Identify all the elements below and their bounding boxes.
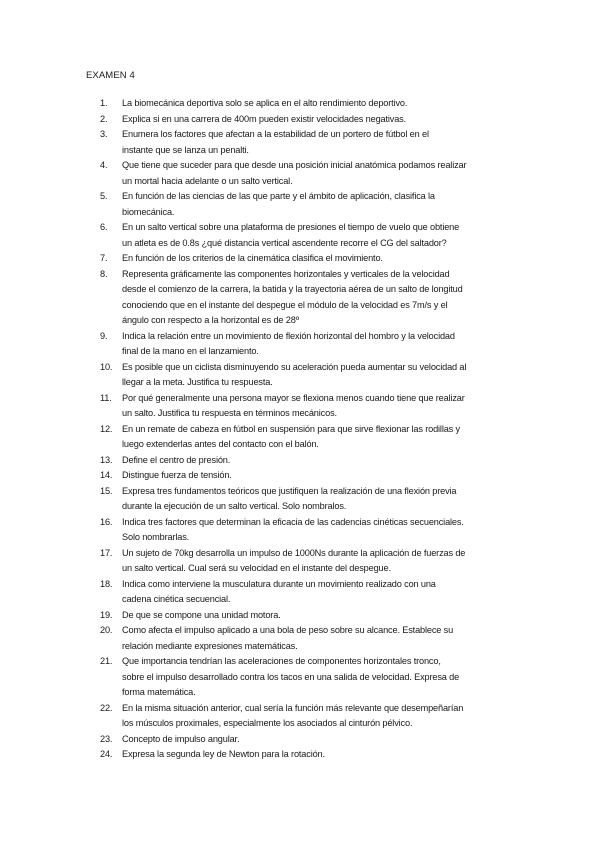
question-line: instante que se lanza un penalti.: [122, 144, 249, 155]
question-item: [100, 608, 520, 624]
question-text: [122, 391, 520, 422]
question-text: [122, 453, 520, 469]
question-line: Como afecta el impulso aplicado a una bola de peso sobre su alcance. Establece su: [122, 625, 454, 635]
question-line: En función de los criterios de la cinemática clasifica el movimiento.: [122, 253, 383, 263]
question-line: Que tiene que suceder para que desde una posición inicial anatómica podamos realizar: [122, 160, 467, 170]
question-line: final de la mano en el lanzamiento.: [122, 346, 259, 356]
question-number: 14.: [100, 470, 113, 480]
question-line: sobre el impulso desarrollado contra los tacos en una salida de velocidad. Expresa de: [122, 671, 460, 682]
question-line: En un remate de cabeza en fútbol en suspensión para que sirve flexionar las rodillas y: [122, 423, 460, 434]
question-number: 3.: [100, 129, 108, 139]
question-text: [122, 422, 520, 453]
question-number: 11.: [100, 392, 112, 403]
question-text: [122, 158, 520, 189]
question-number: 2.: [100, 113, 108, 124]
question-number: 1.: [100, 98, 108, 108]
question-number: 24.: [100, 749, 113, 759]
question-item: [100, 267, 520, 329]
question-line: los músculos proximales, especialmente los asociados al cinturón pélvico.: [122, 718, 413, 728]
question-line: ángulo con respecto a la horizontal es de 28º: [122, 315, 299, 325]
question-text: [122, 623, 520, 654]
question-line: Define el centro de presión.: [122, 454, 231, 465]
question-line: Indica como interviene la musculatura durante un movimiento realizado con una: [122, 578, 436, 589]
question-list: [100, 96, 520, 763]
question-text: [122, 484, 520, 515]
question-text: [122, 515, 520, 546]
question-text: [122, 112, 520, 128]
question-line: Un sujeto de 70kg desarrolla un impulso de 1000Ns durante la aplicación de fuerzas de: [122, 547, 466, 558]
question-number: 7.: [100, 253, 108, 263]
question-item: [100, 453, 520, 469]
question-line: Representa gráficamente las componentes horizontales y verticales de la velocidad: [122, 268, 450, 279]
question-item: [100, 654, 520, 701]
question-number: 16.: [100, 516, 113, 527]
question-text: [122, 732, 520, 748]
question-line: Distingue fuerza de tensión.: [122, 470, 232, 480]
question-line: La biomecánica deportiva solo se aplica en el alto rendimiento deportivo.: [122, 98, 408, 108]
question-number: 15.: [100, 485, 113, 496]
question-line: En un salto vertical sobre una plataforma de presiones el tiempo de vuelo que obtiene: [122, 222, 460, 232]
question-number: 5.: [100, 191, 108, 201]
question-item: [100, 158, 520, 189]
question-text: [122, 251, 520, 267]
question-line: Por qué generalmente una persona mayor se flexiona menos cuando tiene que realizar: [122, 392, 465, 403]
question-line: llegar a la meta. Justifica tu respuesta.: [122, 377, 273, 387]
question-item: [100, 577, 520, 608]
question-text: [122, 96, 520, 112]
question-line: un mortal hacia adelante o un salto vertical.: [122, 175, 293, 186]
question-line: un salto. Justifica tu respuesta en términos mecánicos.: [122, 408, 337, 418]
question-text: [122, 468, 520, 484]
question-number: 10.: [100, 361, 113, 372]
question-item: [100, 391, 520, 422]
question-text: [122, 360, 520, 391]
question-text: [122, 747, 520, 763]
question-number: 12.: [100, 423, 113, 434]
question-text: [122, 577, 520, 608]
question-text: [122, 220, 520, 251]
question-line: luego extenderlas antes del contacto con el balón.: [122, 439, 319, 449]
exam-title: EXAMEN 4: [86, 70, 135, 81]
question-item: [100, 747, 520, 763]
question-text: [122, 189, 520, 220]
question-line: Es posible que un ciclista disminuyendo su aceleración pueda aumentar su velocidad al: [122, 361, 467, 372]
question-line: En la misma situación anterior, cual sería la función más relevante que desempeñarían: [122, 702, 464, 713]
question-number: 19.: [100, 609, 113, 620]
question-item: [100, 96, 520, 112]
question-text: [122, 654, 520, 701]
question-number: 17.: [100, 547, 113, 558]
question-text: [122, 701, 520, 732]
question-item: [100, 701, 520, 732]
question-line: Indica la relación entre un movimiento de flexión horizontal del hombro y la velocidad: [122, 330, 455, 341]
question-number: 9.: [100, 330, 108, 341]
question-line: biomecánica.: [122, 206, 175, 217]
question-item: [100, 112, 520, 128]
question-number: 6.: [100, 222, 108, 232]
question-item: [100, 329, 520, 360]
question-item: [100, 623, 520, 654]
question-line: Explica si en una carrera de 400m pueden existir velocidades negativas.: [122, 113, 407, 124]
question-item: [100, 515, 520, 546]
question-item: [100, 360, 520, 391]
question-number: 18.: [100, 578, 113, 589]
question-item: [100, 422, 520, 453]
question-line: cadena cinética secuencial.: [122, 594, 231, 604]
question-line: Expresa tres fundamentos teóricos que justifiquen la realización de una flexión previa: [122, 485, 457, 496]
question-text: [122, 329, 520, 360]
question-number: 4.: [100, 160, 108, 170]
question-item: [100, 189, 520, 220]
question-line: De que se compone una unidad motora.: [122, 609, 281, 620]
question-line: Concepto de impulso angular.: [122, 733, 240, 744]
question-line: desde el comienzo de la carrera, la batida y la trayectoria aérea de un salto de longitud: [122, 284, 463, 294]
question-line: Indica tres factores que determinan la eficacia de las cadencias cinéticas secuenciales.: [122, 516, 464, 527]
question-text: [122, 546, 520, 577]
question-item: [100, 546, 520, 577]
question-line: conociendo que en el instante del despegue el módulo de la velocidad es 7m/s y el: [122, 299, 448, 310]
question-line: Enumera los factores que afectan a la estabilidad de un portero de fútbol en el: [122, 129, 429, 139]
question-number: 13.: [100, 454, 113, 465]
question-text: [122, 608, 520, 624]
question-text: [122, 267, 520, 329]
question-item: [100, 127, 520, 158]
question-line: Expresa la segunda ley de Newton para la rotación.: [122, 749, 325, 759]
question-number: 8.: [100, 268, 108, 279]
question-item: [100, 732, 520, 748]
question-item: [100, 251, 520, 267]
question-line: durante la ejecución de un salto vertical. Solo nombralos.: [122, 501, 347, 511]
question-number: 22.: [100, 702, 113, 713]
question-number: 20.: [100, 625, 113, 635]
question-item: [100, 220, 520, 251]
question-item: [100, 468, 520, 484]
question-line: Solo nombrarlas.: [122, 532, 190, 542]
question-line: un salto vertical. Cual será su velocidad en el instante del despegue.: [122, 563, 391, 573]
question-text: [122, 127, 520, 158]
question-line: Que importancia tendrían las aceleraciones de componentes horizontales tronco,: [122, 656, 441, 666]
question-number: 23.: [100, 733, 113, 744]
question-line: En función de las ciencias de las que parte y el ámbito de aplicación, clasifica la: [122, 191, 435, 201]
question-line: un atleta es de 0.8s ¿qué distancia vertical ascendente recorre el CG del saltador?: [122, 237, 447, 248]
question-line: forma matemática.: [122, 687, 196, 697]
question-line: relación mediante expresiones matemáticas.: [122, 640, 298, 651]
question-number: 21.: [100, 656, 113, 666]
question-item: [100, 484, 520, 515]
